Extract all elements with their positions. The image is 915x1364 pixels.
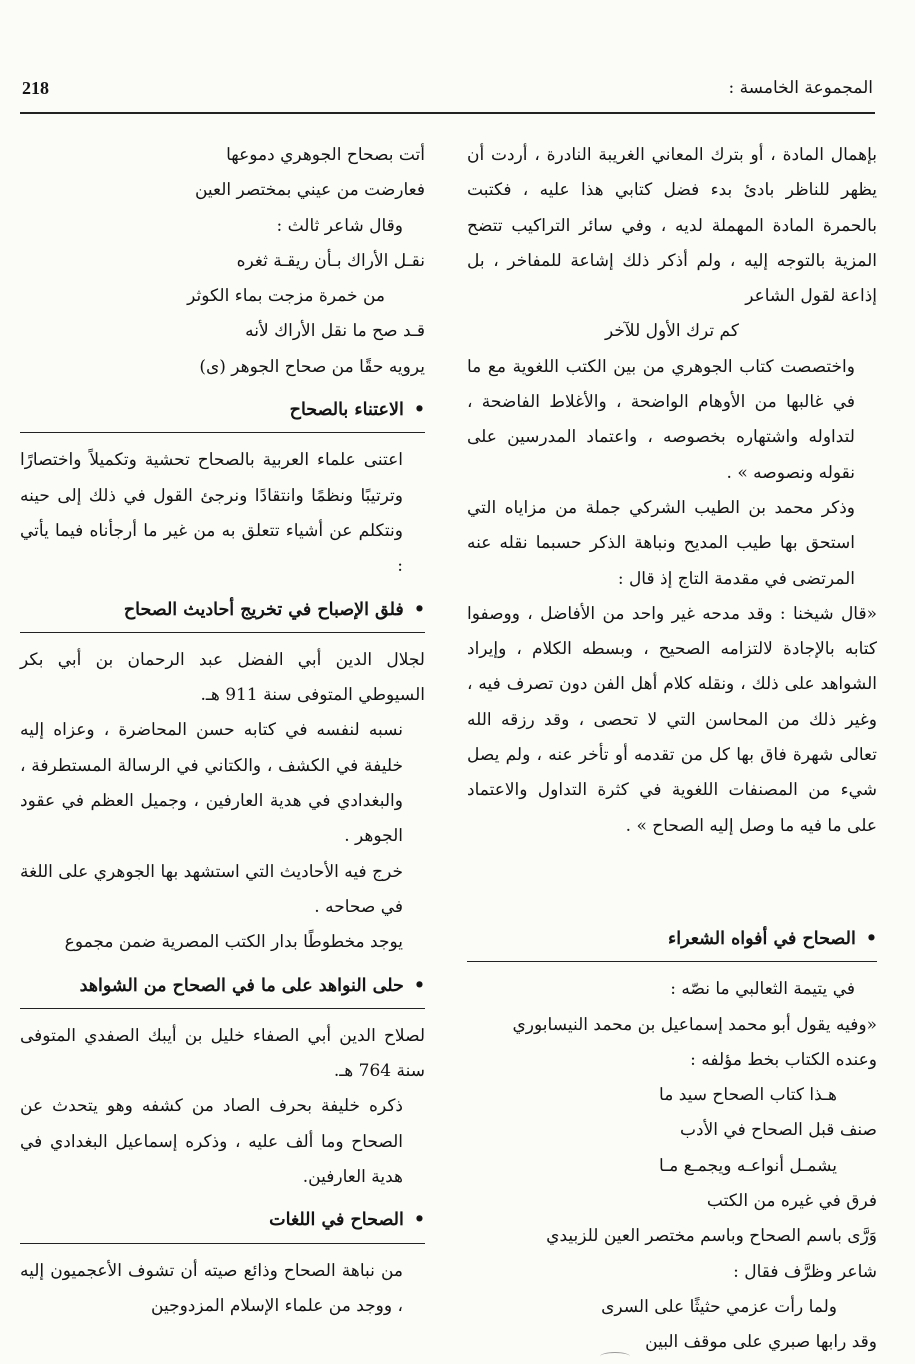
paragraph: «قال شيخنا : وقد مدحه غير واحد من الأفاضل ، ووصفوا كتابه بالإجادة لالتزامه الصحيح ، وبسطه الكلام ، وإيراد الشواهد على ذلك ، ونقله كلام أهل الفن دون تصرف فيه ، وغير ذلك من المحاسن التي لا تحصى ، وقد رزقه الله تعالى شهرة فاق بها كل من تقدمه أو تأخر عنه ، ولم يصل شيء من المصنفات اللغوية في كثرة التداول والاعتماد على ما فيه ما وصل إليه الصحاح » . [467, 603, 877, 836]
verse-line: يشمـل أنواعـه ويجمـع مـا [658, 1155, 837, 1176]
paragraph: وعنده الكتاب بخط مؤلفه : [690, 1049, 877, 1070]
paragraph: لصلاح الدين أبي الصفاء خليل بن أيبك الصفدي المتوفى سنة 764 هـ. [20, 1025, 425, 1082]
verse-block [20, 138, 425, 209]
bullet-icon: • [413, 1210, 425, 1231]
paragraph: ذكره خليفة بحرف الصاد من كشفه وهو يتحدث عن الصحاح وما ألف عليه ، وذكره إسماعيل البغدادي في هدية العارفين. [20, 1096, 403, 1188]
right-column [467, 138, 877, 1361]
paragraph: اعتنى علماء العربية بالصحاح تحشية وتكميلاً واختصارًا وترتيبًا ونظمًا وانتقادًا ونرجئ القول في ذلك إلى حينه ونتكلم عن أشياء تتعلق به من غير ما أرجأناه فيما يأتي : [20, 450, 403, 577]
heading-text: فلق الإصباح في تخريج أحاديث الصحاح [123, 599, 404, 620]
section-heading [20, 593, 425, 633]
heading-text: حلى النواهد على ما في الصحاح من الشواهد [79, 975, 404, 996]
bullet-icon: • [413, 599, 425, 620]
heading-text: الصحاح في اللغات [269, 1210, 404, 1231]
paragraph: وقال شاعر ثالث : [276, 215, 403, 236]
verse-line: يرويه حقًا من صحاح الجوهر (ى) [199, 356, 425, 377]
paragraph: خرج فيه الأحاديث التي استشهد بها الجوهري على اللغة في صحاحه . [20, 861, 403, 917]
page-header [20, 76, 875, 114]
verse-line: هـذا كتاب الصحاح سيد ما [659, 1085, 837, 1106]
heading-text: الاعتناء بالصحاح [289, 400, 404, 421]
section-heading [20, 1203, 425, 1243]
paragraph: بإهمال المادة ، أو بترك المعاني الغريبة النادرة ، أردت أن يظهر للناظر بادئ بدء فضل كتابي هذا عليه ، فكتبت بالحمرة المادة المهملة لديه ، وفي سائر التراكيب تتضح المزية بالتوجه إليه ، ولم أذكر ذلك إشاعة للمفاخر ، بل إذاعة لقول الشاعر [467, 145, 877, 307]
left-column [20, 138, 425, 1324]
verse-line: فعارضت من عيني بمختصر العين [194, 180, 425, 201]
paragraph: شاعر وظرَّف فقال : [733, 1261, 877, 1282]
page-number: 218 [22, 78, 49, 98]
paragraph: لجلال الدين أبي الفضل عبد الرحمان بن أبي بكر السيوطي المتوفى سنة 911 هـ. [20, 649, 425, 706]
verse-line: فرق في غيره من الكتب [706, 1191, 877, 1212]
running-title: المجموعة الخامسة : [728, 78, 873, 98]
verse-line: قـد صح ما نقل الأراك لأنه [245, 321, 425, 342]
verse-block [20, 244, 425, 385]
bullet-icon: • [865, 928, 877, 949]
paragraph: وذكر محمد بن الطيب الشركي جملة من مزاياه التي استحق بها طيب المديح ونباهة الذكر حسبما نقله عنه المرتضى في مقدمة التاج إذ قال : [467, 497, 855, 589]
paragraph: وَرَّى باسم الصحاح وباسم مختصر العين للزبيدي [546, 1226, 877, 1247]
paragraph: نسبه لنفسه في كتابه حسن المحاضرة ، وعزاه إليه خليفة في الكشف ، والكتاني في الرسالة المستطرفة ، والبغدادي في هدية العارفين ، وجميل العظم في عقود الجوهر . [20, 720, 403, 847]
page-ornament [600, 1352, 630, 1361]
bullet-icon: • [413, 400, 425, 421]
section-heading [20, 969, 425, 1009]
section-heading [20, 393, 425, 433]
section-heading [467, 922, 877, 962]
paragraph: في يتيمة الثعالبي ما نصّه : [670, 979, 855, 1000]
verse-line: من خمرة مزجت بماء الكوثر [187, 286, 385, 307]
paragraph: «وفيه يقول أبو محمد إسماعيل بن محمد النيسابوري [512, 1014, 877, 1035]
spacer [467, 844, 877, 914]
heading-text: الصحاح في أفواه الشعراء [667, 928, 856, 949]
verse-line: أتت بصحاح الجوهري دموعها [226, 145, 425, 165]
bullet-icon: • [413, 975, 425, 996]
verse-block [467, 1290, 877, 1361]
verse-block [467, 1078, 877, 1219]
verse-line: وقد رابها صبري على موقف البين [645, 1332, 877, 1353]
paragraph: من نباهة الصحاح وذائع صيته أن تشوف الأعجميون إليه ، ووجد من علماء الإسلام المزدوجين [20, 1260, 403, 1316]
paragraph: يوجد مخطوطًا بدار الكتب المصرية ضمن مجموع [64, 932, 403, 953]
verse-line: نقـل الأراك بـأن ريقـة ثغره [236, 250, 425, 271]
verse-line: صنف قبل الصحاح في الأدب [680, 1120, 877, 1141]
verse-line: كم ترك الأول للآخر [605, 321, 739, 342]
paragraph: واختصصت كتاب الجوهري من بين الكتب اللغوية مع ما في غالبها من الأوهام الواضحة ، والأغلاط الفاضحة ، لتداوله واشتهاره بخصوصه ، واعتماد المدرسين على نقوله ونصوصه » . [467, 356, 855, 483]
verse-line: ولما رأت عزمي حثيثًا على السرى [601, 1296, 837, 1317]
